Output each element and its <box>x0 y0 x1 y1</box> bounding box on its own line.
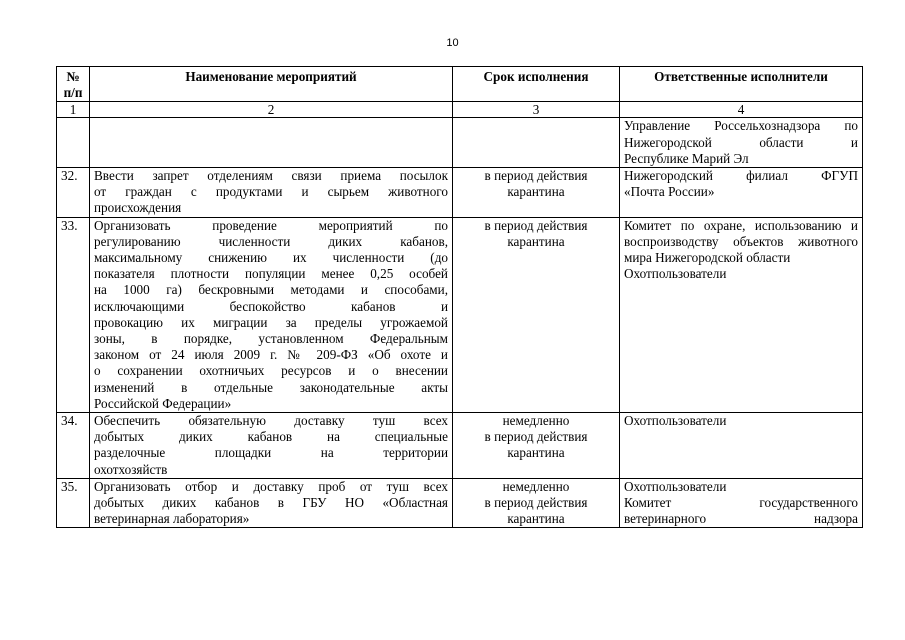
table-row <box>57 217 863 412</box>
measure-name-line: показателя плотности популяции менее 0,25 особей <box>94 266 448 282</box>
responsible-line: Комитет по охране, использованию и <box>624 217 858 233</box>
header-term: Срок исполнения <box>453 67 620 102</box>
execution-term <box>453 118 620 168</box>
responsible-executors <box>620 168 863 218</box>
row-number: 34. <box>57 413 90 479</box>
table-header-row <box>57 67 863 102</box>
row-number: 33. <box>57 217 90 412</box>
responsible-executors <box>620 413 863 479</box>
execution-term-line: в период действия <box>484 495 588 511</box>
row-number: 32. <box>57 168 90 218</box>
responsible-line: Республике Марий Эл <box>624 150 749 166</box>
execution-term-line: в период действия <box>484 168 588 184</box>
execution-term <box>453 217 620 412</box>
responsible-line: Охотпользователи <box>624 413 727 429</box>
measure-name-line: от граждан с продуктами и сырьем животного <box>94 184 448 200</box>
responsible-executors <box>620 217 863 412</box>
header-number <box>57 67 90 102</box>
measure-name-line: добытых диких кабанов в ГБУ НО «Областная <box>94 495 448 511</box>
measure-name-line: о сохранении охотничьих ресурсов и о внесении <box>94 363 448 379</box>
header-number-line1: № <box>66 69 80 84</box>
measure-name-line: Организовать отбор и доставку проб от туш всех <box>94 478 448 494</box>
execution-term <box>453 168 620 218</box>
measure-name <box>90 413 453 479</box>
table-row <box>57 118 863 168</box>
responsible-line: «Почта России» <box>624 184 715 200</box>
column-index-2: 2 <box>90 102 453 118</box>
measure-name-line: разделочные площадки на территории <box>94 445 448 461</box>
measure-name-line: Ввести запрет отделениям связи приема посылок <box>94 168 448 184</box>
table-row <box>57 413 863 479</box>
measure-name-line: максимальному снижению их численности (до <box>94 250 448 266</box>
measures-table <box>56 66 863 528</box>
measure-name-line: происхождения <box>94 200 182 216</box>
measure-name-line: Российской Федерации» <box>94 395 232 411</box>
execution-term <box>453 413 620 479</box>
responsible-line: Охотпользователи <box>624 266 727 282</box>
execution-term-line: карантина <box>507 511 565 527</box>
measure-name-line: изменений в отдельные законодательные акты <box>94 379 448 395</box>
measure-name-line: провокацию их миграции за пределы угрожаемой <box>94 314 448 330</box>
measure-name-line: добытых диких кабанов на специальные <box>94 429 448 445</box>
responsible-line: мира Нижегородской области <box>624 250 791 266</box>
table-row <box>57 168 863 218</box>
row-number: 35. <box>57 478 90 528</box>
measure-name <box>90 168 453 218</box>
measure-name-line: Обеспечить обязательную доставку туш всех <box>94 413 448 429</box>
responsible-line: ветеринарного надзора <box>624 511 858 527</box>
column-index-1: 1 <box>57 102 90 118</box>
header-name: Наименование мероприятий <box>90 67 453 102</box>
measure-name <box>90 118 453 168</box>
column-index-row <box>57 102 863 118</box>
page-number: 10 <box>446 37 459 49</box>
responsible-line: Комитет государственного <box>624 495 858 511</box>
measure-name-line: законом от 24 июля 2009 г. № 209-ФЗ «Об охоте и <box>94 347 448 363</box>
measure-name-line: зоны, в порядке, установленном Федеральным <box>94 331 448 347</box>
responsible-executors <box>620 118 863 168</box>
execution-term <box>453 478 620 528</box>
column-index-4: 4 <box>620 102 863 118</box>
execution-term-line: в период действия <box>484 217 588 233</box>
measure-name-line: охотхозяйств <box>94 461 168 477</box>
responsible-line: Охотпользователи <box>624 478 727 494</box>
row-number <box>57 118 90 168</box>
responsible-line: Нижегородский филиал ФГУП <box>624 168 858 184</box>
measure-name-line: ветеринарная лаборатория» <box>94 511 250 527</box>
execution-term-line: немедленно <box>502 413 570 429</box>
execution-term-line: карантина <box>507 445 565 461</box>
table-row <box>57 478 863 528</box>
responsible-line: Управление Россельхознадзора по <box>624 118 858 134</box>
column-index-3: 3 <box>453 102 620 118</box>
responsible-executors <box>620 478 863 528</box>
measure-name-line: исключающими беспокойство кабанов и <box>94 298 448 314</box>
execution-term-line: карантина <box>507 233 565 249</box>
measure-name <box>90 478 453 528</box>
execution-term-line: карантина <box>507 184 565 200</box>
measure-name-line: на 1000 га) бескровными методами и способами, <box>94 282 448 298</box>
header-responsible: Ответственные исполнители <box>620 67 863 102</box>
responsible-line: воспроизводству объектов животного <box>624 233 858 249</box>
measure-name <box>90 217 453 412</box>
execution-term-line: немедленно <box>502 478 570 494</box>
measure-name-line: регулированию численности диких кабанов, <box>94 233 448 249</box>
measure-name-line: Организовать проведение мероприятий по <box>94 217 448 233</box>
responsible-line: Нижегородской области и <box>624 134 858 150</box>
header-number-line2: п/п <box>63 85 83 101</box>
execution-term-line: в период действия <box>484 429 588 445</box>
